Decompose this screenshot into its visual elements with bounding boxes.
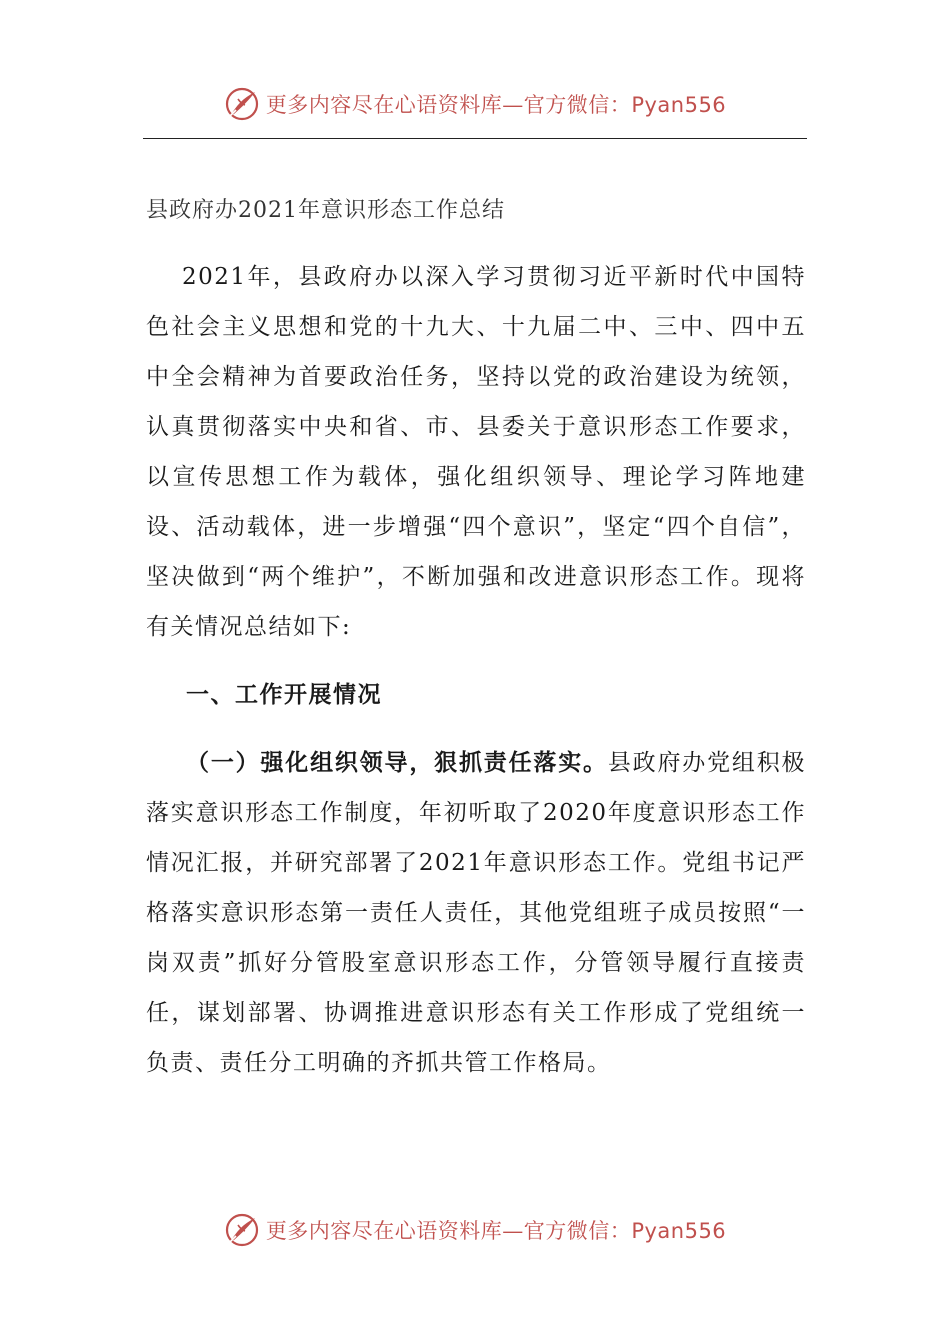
quill-pen-icon xyxy=(224,1212,260,1248)
subsection-paragraph xyxy=(146,738,806,1088)
subsection-lead: （一）强化组织领导，狠抓责任落实。 xyxy=(186,749,608,776)
header-watermark-banner xyxy=(0,82,950,126)
section-heading: 一、工作开展情况 xyxy=(186,681,382,708)
header-divider xyxy=(143,138,807,139)
document-title: 县政府办2021年意识形态工作总结 xyxy=(146,198,505,223)
subsection-body: 县政府办党组积极落实意识形态工作制度，年初听取了2020年度意识形态工作情况汇报，并研究部署了2021年意识形态工作。党组书记严格落实意识形态第一责任人责任，其他党组班子成员按照“一岗双责”抓好分管股室意识形态工作，分管领导履行直接责任，谋划部署、协调推进意识形态有关工作形成了党组统一负责、责任分工明确的齐抓共管工作格局。 xyxy=(146,750,806,1076)
intro-paragraph: 2021年，县政府办以深入学习贯彻习近平新时代中国特色社会主义思想和党的十九大、十九届二中、三中、四中五中全会精神为首要政治任务，坚持以党的政治建设为统领，认真贯彻落实中央和省、市、县委关于意识形态工作要求，以宣传思想工作为载体，强化组织领导、理论学习阵地建设、活动载体，进一步增强“四个意识”，坚定“四个自信”，坚决做到“两个维护”，不断加强和改进意识形态工作。现将有关情况总结如下: xyxy=(146,264,806,640)
quill-pen-icon xyxy=(224,86,260,122)
footer-watermark-banner xyxy=(0,1208,950,1252)
watermark-text: 更多内容尽在心语资料库—官方微信：Pyan556 xyxy=(265,93,727,117)
watermark-text: 更多内容尽在心语资料库—官方微信：Pyan556 xyxy=(265,1219,727,1243)
